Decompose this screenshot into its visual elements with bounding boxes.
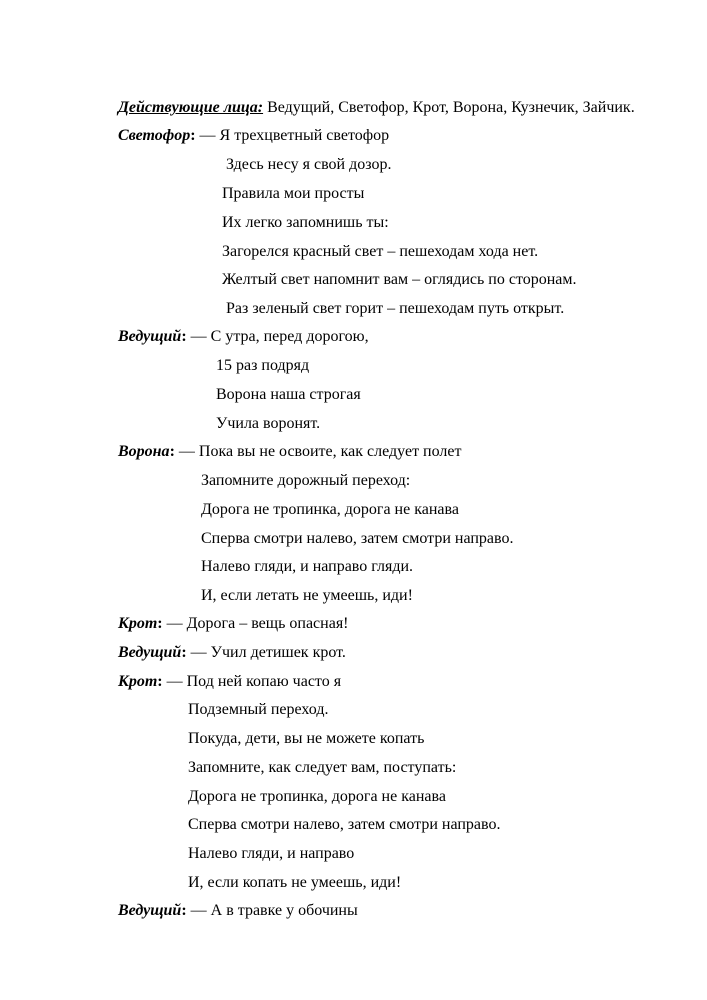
script-line: Светофор: — Я трехцветный светофор: [118, 127, 390, 144]
script-line: Ворона: — Пока вы не освоите, как следует полет: [118, 443, 462, 460]
verse-line: Правила мои просты: [222, 185, 365, 202]
verse-line: Желтый свет напомнит вам – оглядись по сторонам.: [222, 271, 577, 288]
characters-heading: [118, 98, 635, 118]
verse-line: Налево гляди, и направо: [188, 845, 355, 862]
characters-label: Действующие лица:: [118, 99, 264, 116]
verse-line: Подземный переход.: [188, 701, 329, 718]
speech-text: — Пока вы не освоите, как следует полет: [178, 443, 462, 460]
verse-line: Раз зеленый свет горит – пешеходам путь открыт.: [226, 300, 565, 317]
verse-line: Здесь несу я свой дозор.: [226, 156, 392, 173]
speaker-name: Ведущий: [118, 644, 182, 661]
speech-text: — А в травке у обочины: [190, 902, 358, 919]
verse-line: И, если копать не умеешь, иди!: [188, 874, 402, 891]
script-line: Ведущий: — А в травке у обочины: [118, 902, 358, 919]
characters-list: Ведущий, Светофор, Крот, Ворона, Кузнечик, Зайчик.: [263, 99, 635, 116]
speaker-name: Крот: [118, 673, 158, 690]
verse-line: Их легко запомнишь ты:: [222, 214, 389, 231]
verse-line: Запомните, как следует вам, поступать:: [188, 759, 457, 776]
verse-line: Дорога не тропинка, дорога не канава: [188, 788, 446, 805]
verse-line: Дорога не тропинка, дорога не канава: [201, 501, 459, 518]
speech-text: — Под ней копаю часто я: [166, 673, 342, 690]
speaker-name: Ведущий: [118, 902, 182, 919]
verse-line: 15 раз подряд: [216, 357, 310, 374]
verse-line: Ворона наша строгая: [216, 386, 361, 403]
verse-line: Сперва смотри налево, затем смотри направо.: [188, 816, 501, 833]
script-line: Крот: — Дорога – вещь опасная!: [118, 615, 349, 632]
speech-text: — Учил детишек крот.: [190, 644, 346, 661]
verse-line: Покуда, дети, вы не можете копать: [188, 730, 425, 747]
speaker-name: Светофор: [118, 127, 191, 144]
verse-line: И, если летать не умеешь, иди!: [201, 587, 413, 604]
script-line: Ведущий: — Учил детишек крот.: [118, 644, 346, 661]
speech-text: — Я трехцветный светофор: [199, 127, 390, 144]
speaker-name: Крот: [118, 615, 158, 632]
verse-line: Учила воронят.: [216, 415, 321, 432]
verse-line: Сперва смотри налево, затем смотри направо.: [201, 530, 514, 547]
speaker-name: Ворона: [118, 443, 170, 460]
verse-line: Запомните дорожный переход:: [201, 472, 411, 489]
script-line: Ведущий: — С утра, перед дорогою,: [118, 328, 369, 345]
verse-line: Загорелся красный свет – пешеходам хода нет.: [222, 243, 539, 260]
speech-text: — Дорога – вещь опасная!: [166, 615, 349, 632]
speaker-name: Ведущий: [118, 328, 182, 345]
verse-line: Налево гляди, и направо гляди.: [201, 558, 414, 575]
script-line: Крот: — Под ней копаю часто я: [118, 673, 342, 690]
speech-text: — С утра, перед дорогою,: [190, 328, 369, 345]
